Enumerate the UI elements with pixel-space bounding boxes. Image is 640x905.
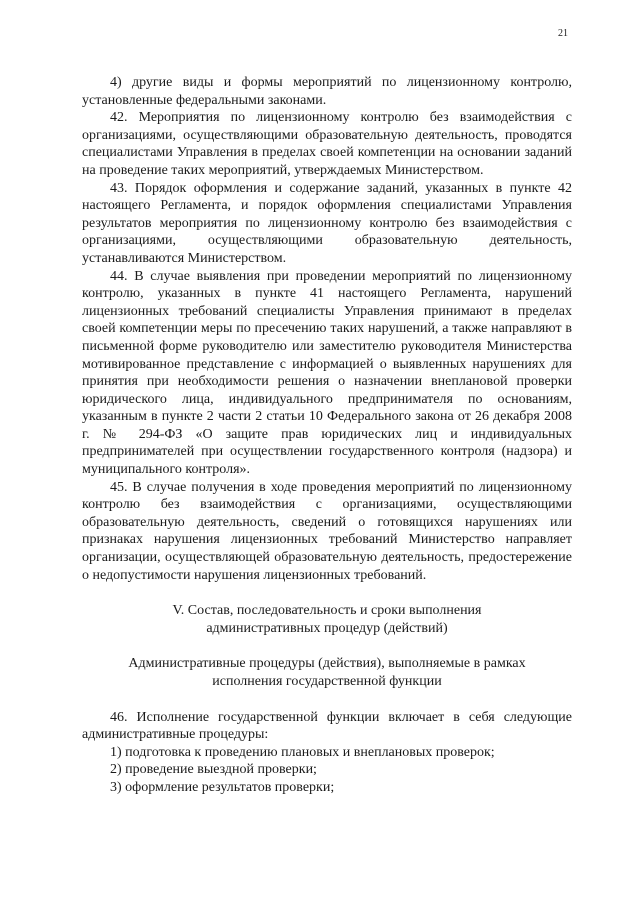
subsection-heading-line-2: исполнения государственной функции [212, 674, 442, 689]
paragraph-43: 43. Порядок оформления и содержание заданий, указанных в пункте 42 настоящего Регламента, и порядок оформления специалистами Управления результатов мероприятия по лицензионному контролю без взаимодействия с организациями, осуществляющими образовательную деятельность, устанавливаются Министерством. [82, 180, 572, 266]
subsection-heading [82, 655, 572, 690]
document-body [82, 74, 572, 797]
paragraph-45: 45. В случае получения в ходе проведения мероприятий по лицензионному контролю без взаимодействия с организациями, осуществляющими образовательную деятельность, сведений о готовящихся нарушениях или признаках нарушения лицензионных требований Министерство направляет организации, осуществляющей образовательную деятельность, предостережение о недопустимости нарушения лицензионных требований. [82, 479, 572, 583]
paragraph-42: 42. Мероприятия по лицензионному контролю без взаимодействия с организациями, осуществляющими образовательную деятельность, проводятся специалистами Управления в пределах своей компетенции на основании заданий на проведение таких мероприятий, утверждаемых Министерством. [82, 110, 572, 178]
list-item: 2) проведение выездной проверки; [110, 762, 317, 778]
section-heading-line-2: административных процедур (действий) [206, 620, 448, 636]
paragraph-44: 44. В случае выявления при проведении мероприятий по лицензионному контролю, указанных в пункте 41 настоящего Регламента, нарушений лицензионных требований специалисты Управления принимают в пределах своей компетенции меры по пресечению таких нарушений, а также направляют в письменной форме руководителю или заместителю руководителя Министерства мотивированное представление с информацией о выявленных нарушениях для принятия при необходимости решения о назначении внеплановой проверки юридического лица, индивидуального предпринимателя по основаниям, указанным в пункте 2 части 2 статьи 10 Федерального закона от 26 декабря 2008 г. № 294-ФЗ «О защите прав юридических лиц и индивидуальных предпринимателей при осуществлении государственного контроля (надзора) и муниципального контроля». [82, 268, 572, 478]
list-item: 1) подготовка к проведению плановых и внеплановых проверок; [110, 744, 495, 760]
subsection-heading-line-1: Административные процедуры (действия), выполняемые в рамках [128, 656, 526, 672]
paragraph-46: 46. Исполнение государственной функции включает в себя следующие административные процедуры: [82, 709, 572, 743]
paragraph-4: 4) другие виды и формы мероприятий по лицензионному контролю, установленные федеральными законами. [82, 75, 572, 108]
section-heading-line-1: V. Состав, последовательность и сроки выполнения [172, 603, 482, 619]
section-heading [82, 602, 572, 637]
page-number: 21 [558, 28, 568, 39]
list-item: 3) оформление результатов проверки; [110, 779, 335, 795]
